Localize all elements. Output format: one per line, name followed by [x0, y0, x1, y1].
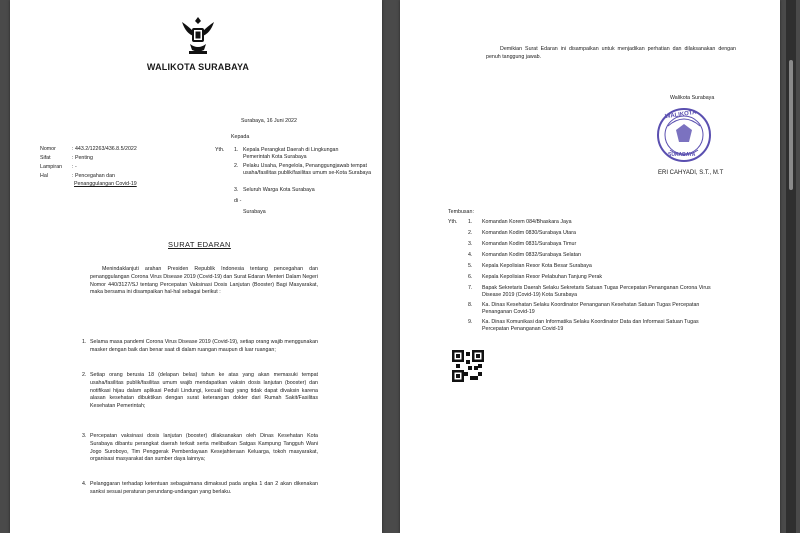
cc-number: 4.: [468, 252, 473, 258]
item-text: Percepatan vaksinasi dosis lanjutan (booster) dilaksanakan oleh Dinas Kesehatan Kota Surabaya dibantu perangkat daerah terkait serta melibatkan Satgas Kampung Tangguh Wani Jogo Suroboyo, Tim Penggerak Pemberdayaan Kesejahteraan Keluarga, tokoh masyarakat, organisasi masyarakat dan sumber daya lainnya;: [90, 433, 318, 463]
recipient-number: 3.: [234, 187, 239, 193]
cc-number: 3.: [468, 241, 473, 247]
recipient-di: di -: [234, 198, 242, 204]
cc-item: Komandan Kodim 0832/Surabaya Selatan: [482, 252, 581, 258]
to-label: Kepada: [231, 134, 250, 140]
letter-date: Surabaya, 16 Juni 2022: [241, 118, 297, 124]
meta-label-hal: Hal: [40, 173, 48, 179]
item-text: Setiap orang berusia 18 (delapan belas) tahun ke atas yang akan memasuki tempat usaha/fasilitas publik/fasilitas umum wajib mendapatkan vaksin dosis lanjutan (booster) dan notifikasi hijau dalam aplikasi Peduli Lindungi, kecuali bagi yang tidak dapat divaksin karena alasan kesehatan dibuktikan dengan surat keterangan dokter dari Rumah Sakit/Fasilitas Kesehatan Pemerintah;: [90, 372, 318, 410]
signer-name: ERI CAHYADI, S.T., M.T: [658, 170, 724, 176]
cc-number: 1.: [468, 219, 473, 225]
meta-value-sifat: : Penting: [72, 155, 93, 161]
item-number: 4.: [82, 481, 87, 487]
item-text: Selama masa pandemi Corona Virus Disease 2019 (Covid-19), setiap orang wajib menggunakan masker dengan baik dan benar saat di dalam ruangan maupun di luar ruangan;: [90, 339, 318, 353]
document-page-2: [400, 0, 780, 533]
document-title: SURAT EDARAN: [168, 240, 231, 249]
closing-paragraph: Demikian Surat Edaran ini disampaikan untuk menjadikan perhatian dan dilaksanakan dengan penuh tanggung jawab.: [486, 46, 736, 60]
cc-label: Tembusan:: [448, 209, 474, 215]
intro-paragraph: Menindaklanjuti arahan Presiden Republik Indonesia tentang pencegahan dan penanggulangan Corona Virus Disease 2019 (Covid-19) dan Surat Edaran Menteri Dalam Negeri Nomor 440/3127/SJ tentang Percepatan Vaksinasi Dosis Lanjutan (Booster) Bagi Masyarakat, maka bersama ini disampaikan hal-hal sebagai berikut :: [90, 266, 318, 296]
meta-label-sifat: Sifat: [40, 155, 51, 161]
meta-label-lampiran: Lampiran: [40, 164, 63, 170]
qr-code-icon: [452, 350, 484, 382]
cc-number: 5.: [468, 263, 473, 269]
item-number: 1.: [82, 339, 87, 345]
garuda-emblem-icon: [178, 14, 218, 56]
meta-value-nomor: : 443.2/12263/436.8.5/2022: [72, 146, 137, 152]
recipient-item: Seluruh Warga Kota Surabaya: [243, 187, 315, 193]
cc-item: Komandan Kodim 0831/Surabaya Timur: [482, 241, 577, 247]
viewer-scrollbar-thumb[interactable]: [789, 60, 793, 190]
item-number: 3.: [82, 433, 87, 439]
item-number: 2.: [82, 372, 87, 378]
cc-number: 9.: [468, 319, 473, 325]
recipient-city: Surabaya: [243, 209, 266, 215]
seal-bottom-text: SURABAYA: [668, 152, 696, 158]
cc-item: Ka. Dinas Komunikasi dan Informatika Selaku Koordinator Data dan Informasi Satuan Tugas Percepatan Penanganan Covid-19: [482, 319, 699, 332]
recipient-number: 2.: [234, 163, 239, 169]
letterhead-title: WALIKOTA SURABAYA: [146, 62, 250, 72]
yth-label: Yth.: [215, 147, 225, 153]
cc-item: Kepala Kepolisian Resor Pelabuhan Tanjung Perak: [482, 274, 603, 280]
seal-top-text: WALIKOTA: [664, 109, 697, 121]
recipient-number: 1.: [234, 147, 239, 153]
cc-yth: Yth.: [448, 219, 458, 225]
recipient-item: Kepala Perangkat Daerah di Lingkungan Pemerintah Kota Surabaya: [243, 147, 339, 160]
cc-item: Ka. Dinas Kesehatan Selaku Koordinator Penanganan Kesehatan Satuan Tugas Percepatan Penanganan Covid-19: [482, 302, 700, 315]
cc-item: Komandan Korem 084/Bhaskara Jaya: [482, 219, 572, 225]
signer-title: Walikota Surabaya: [670, 95, 715, 101]
meta-value-lampiran: : -: [72, 164, 77, 170]
cc-item: Bapak Sekretaris Daerah Selaku Sekretaris Satuan Tugas Percepatan Penanganan Corona Virus Disease 2019 (Covid-19) Kota Surabaya: [482, 285, 711, 298]
cc-item: Kepala Kepolisian Resor Kota Besar Surabaya: [482, 263, 592, 269]
meta-label-nomor: Nomor: [40, 146, 56, 152]
meta-value-hal: : Pencegahan dan: [72, 173, 116, 179]
cc-number: 6.: [468, 274, 473, 280]
cc-number: 2.: [468, 230, 473, 236]
document-page-1: [10, 0, 382, 533]
cc-number: 7.: [468, 285, 473, 291]
meta-value-hal-line2: Penanggulangan Covid-19: [74, 181, 137, 187]
item-text: Pelanggaran terhadap ketentuan sebagaimana dimaksud pada angka 1 dan 2 akan dikenakan sanksi sesuai peraturan perundang-undangan yang berlaku.: [90, 481, 318, 495]
recipient-item: Pelaku Usaha, Pengelola, Penanggungjawab tempat usaha/fasilitas publik/fasilitas umum se-Kota Surabaya: [243, 163, 372, 176]
cc-number: 8.: [468, 302, 473, 308]
cc-item: Komandan Kodim 0830/Surabaya Utara: [482, 230, 576, 236]
